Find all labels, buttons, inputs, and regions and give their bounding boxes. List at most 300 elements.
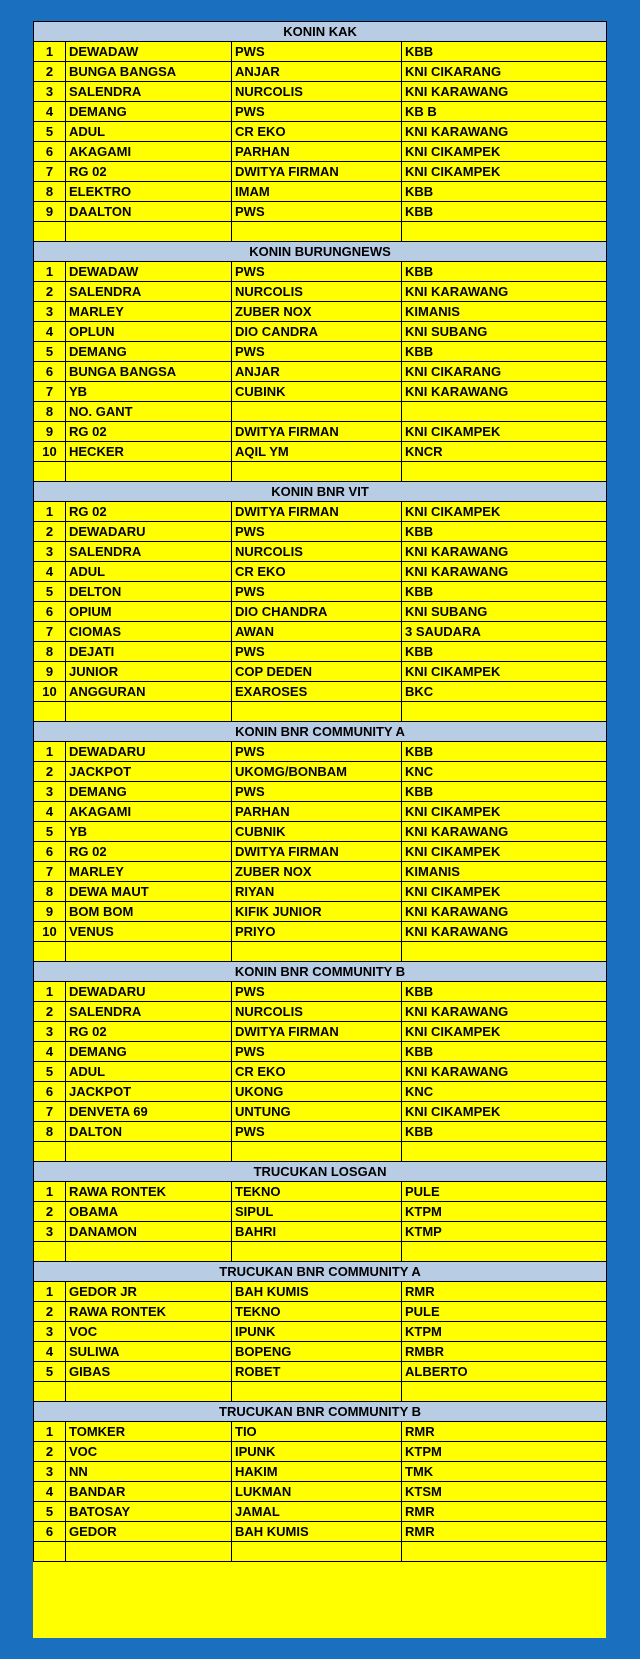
team-cell: RMR: [402, 1282, 607, 1302]
owner-cell: PWS: [232, 642, 402, 662]
table-row: [34, 642, 607, 662]
bird-name-cell: BANDAR: [66, 1482, 232, 1502]
team-cell: KNI CIKAMPEK: [402, 882, 607, 902]
bird-name-cell: ADUL: [66, 122, 232, 142]
team-cell: KBB: [402, 202, 607, 222]
rank-cell: 4: [34, 1342, 66, 1362]
table-row: [34, 402, 607, 422]
owner-cell: NURCOLIS: [232, 282, 402, 302]
bird-name-cell: DEWADAW: [66, 42, 232, 62]
team-cell: KNI CIKAMPEK: [402, 162, 607, 182]
bird-name-cell: DALTON: [66, 1122, 232, 1142]
team-cell: KNI KARAWANG: [402, 562, 607, 582]
team-cell: KNI KARAWANG: [402, 1002, 607, 1022]
rank-cell: 7: [34, 622, 66, 642]
owner-cell: UNTUNG: [232, 1102, 402, 1122]
owner-cell: DWITYA FIRMAN: [232, 1022, 402, 1042]
team-cell: KNC: [402, 1082, 607, 1102]
team-cell: KTPM: [402, 1322, 607, 1342]
owner-cell: ZUBER NOX: [232, 302, 402, 322]
team-cell: KNI KARAWANG: [402, 122, 607, 142]
owner-cell: KIFIK JUNIOR: [232, 902, 402, 922]
table-row: [34, 1202, 607, 1222]
team-cell: KIMANIS: [402, 862, 607, 882]
table-row: [34, 302, 607, 322]
team-cell: KBB: [402, 342, 607, 362]
bird-name-cell: DENVETA 69: [66, 1102, 232, 1122]
owner-cell: AWAN: [232, 622, 402, 642]
empty-cell: [66, 702, 232, 722]
rank-cell: 5: [34, 1062, 66, 1082]
owner-cell: TIO: [232, 1422, 402, 1442]
team-cell: KNI CIKARANG: [402, 62, 607, 82]
empty-cell: [232, 222, 402, 242]
owner-cell: UKONG: [232, 1082, 402, 1102]
team-cell: RMR: [402, 1422, 607, 1442]
team-cell: KNI SUBANG: [402, 602, 607, 622]
rank-cell: 8: [34, 642, 66, 662]
table-row: [34, 382, 607, 402]
bird-name-cell: DEWADARU: [66, 522, 232, 542]
rank-cell: 1: [34, 42, 66, 62]
owner-cell: PWS: [232, 102, 402, 122]
owner-cell: ANJAR: [232, 62, 402, 82]
bird-name-cell: DEMANG: [66, 1042, 232, 1062]
owner-cell: ZUBER NOX: [232, 862, 402, 882]
table-row: [34, 362, 607, 382]
bird-name-cell: VOC: [66, 1322, 232, 1342]
table-row: [34, 542, 607, 562]
owner-cell: PWS: [232, 1122, 402, 1142]
rank-cell: 7: [34, 382, 66, 402]
empty-cell: [66, 1382, 232, 1402]
blank-row: [34, 1542, 607, 1562]
empty-cell: [402, 222, 607, 242]
team-cell: KNI KARAWANG: [402, 542, 607, 562]
team-cell: RMR: [402, 1522, 607, 1542]
section-header: [34, 242, 607, 262]
owner-cell: PWS: [232, 1042, 402, 1062]
empty-cell: [66, 1142, 232, 1162]
section-header: [34, 962, 607, 982]
bird-name-cell: DAALTON: [66, 202, 232, 222]
owner-cell: BAHRI: [232, 1222, 402, 1242]
table-row: [34, 1082, 607, 1102]
owner-cell: CR EKO: [232, 562, 402, 582]
rank-cell: 9: [34, 902, 66, 922]
rank-cell: 6: [34, 842, 66, 862]
table-row: [34, 1062, 607, 1082]
owner-cell: TEKNO: [232, 1182, 402, 1202]
owner-cell: PARHAN: [232, 142, 402, 162]
rank-cell: 2: [34, 282, 66, 302]
empty-cell: [402, 1242, 607, 1262]
table-row: [34, 1322, 607, 1342]
bird-name-cell: DEMANG: [66, 102, 232, 122]
team-cell: KBB: [402, 262, 607, 282]
team-cell: KNI KARAWANG: [402, 922, 607, 942]
team-cell: RMR: [402, 1502, 607, 1522]
rank-cell: 9: [34, 202, 66, 222]
owner-cell: CR EKO: [232, 1062, 402, 1082]
owner-cell: CR EKO: [232, 122, 402, 142]
empty-cell: [232, 462, 402, 482]
table-row: [34, 922, 607, 942]
team-cell: KBB: [402, 42, 607, 62]
section-header: [34, 1402, 607, 1422]
rank-cell: 5: [34, 822, 66, 842]
team-cell: 3 SAUDARA: [402, 622, 607, 642]
bird-name-cell: MARLEY: [66, 302, 232, 322]
owner-cell: SIPUL: [232, 1202, 402, 1222]
team-cell: KNI SUBANG: [402, 322, 607, 342]
bird-name-cell: SALENDRA: [66, 542, 232, 562]
empty-cell: [34, 462, 66, 482]
rank-cell: 3: [34, 82, 66, 102]
bird-name-cell: GIBAS: [66, 1362, 232, 1382]
team-cell: PULE: [402, 1182, 607, 1202]
owner-cell: PRIYO: [232, 922, 402, 942]
owner-cell: ANJAR: [232, 362, 402, 382]
team-cell: KTSM: [402, 1482, 607, 1502]
empty-cell: [402, 1382, 607, 1402]
team-cell: ALBERTO: [402, 1362, 607, 1382]
table-row: [34, 882, 607, 902]
table-row: [34, 742, 607, 762]
table-row: [34, 422, 607, 442]
table-row: [34, 62, 607, 82]
empty-cell: [402, 702, 607, 722]
rank-cell: 3: [34, 1462, 66, 1482]
team-cell: KNI CIKAMPEK: [402, 802, 607, 822]
team-cell: KNI KARAWANG: [402, 282, 607, 302]
rank-cell: 1: [34, 1282, 66, 1302]
owner-cell: NURCOLIS: [232, 542, 402, 562]
team-cell: KNI KARAWANG: [402, 1062, 607, 1082]
team-cell: KNI CIKAMPEK: [402, 662, 607, 682]
bird-name-cell: BATOSAY: [66, 1502, 232, 1522]
team-cell: KNI CIKAMPEK: [402, 502, 607, 522]
rank-cell: 1: [34, 502, 66, 522]
rank-cell: 3: [34, 1322, 66, 1342]
team-cell: KNCR: [402, 442, 607, 462]
owner-cell: TEKNO: [232, 1302, 402, 1322]
blank-row: [34, 702, 607, 722]
rank-cell: 2: [34, 762, 66, 782]
blank-row: [34, 1382, 607, 1402]
blank-row: [34, 1142, 607, 1162]
team-cell: [402, 402, 607, 422]
rank-cell: 3: [34, 1222, 66, 1242]
table-row: [34, 122, 607, 142]
table-row: [34, 162, 607, 182]
rank-cell: 10: [34, 922, 66, 942]
owner-cell: DIO CANDRA: [232, 322, 402, 342]
rank-cell: 6: [34, 362, 66, 382]
bird-name-cell: BUNGA BANGSA: [66, 62, 232, 82]
rank-cell: 9: [34, 422, 66, 442]
results-table: [33, 21, 607, 1562]
owner-cell: BAH KUMIS: [232, 1282, 402, 1302]
rank-cell: 3: [34, 542, 66, 562]
bird-name-cell: JACKPOT: [66, 762, 232, 782]
bird-name-cell: DEWADAW: [66, 262, 232, 282]
table-row: [34, 1222, 607, 1242]
bird-name-cell: RG 02: [66, 422, 232, 442]
owner-cell: DIO CHANDRA: [232, 602, 402, 622]
owner-cell: DWITYA FIRMAN: [232, 502, 402, 522]
rank-cell: 4: [34, 102, 66, 122]
table-row: [34, 802, 607, 822]
table-row: [34, 1442, 607, 1462]
owner-cell: AQIL YM: [232, 442, 402, 462]
section-title: KONIN BNR COMMUNITY B: [34, 962, 607, 982]
empty-cell: [402, 1542, 607, 1562]
empty-cell: [66, 1242, 232, 1262]
rank-cell: 7: [34, 162, 66, 182]
owner-cell: IPUNK: [232, 1322, 402, 1342]
blank-row: [34, 222, 607, 242]
owner-cell: LUKMAN: [232, 1482, 402, 1502]
owner-cell: BAH KUMIS: [232, 1522, 402, 1542]
rank-cell: 8: [34, 182, 66, 202]
owner-cell: DWITYA FIRMAN: [232, 162, 402, 182]
owner-cell: CUBINK: [232, 382, 402, 402]
empty-cell: [34, 1142, 66, 1162]
empty-cell: [232, 942, 402, 962]
bird-name-cell: NN: [66, 1462, 232, 1482]
table-row: [34, 342, 607, 362]
table-row: [34, 562, 607, 582]
rank-cell: 4: [34, 322, 66, 342]
section-header: [34, 1162, 607, 1182]
team-cell: KNI CIKARANG: [402, 362, 607, 382]
owner-cell: PWS: [232, 742, 402, 762]
table-row: [34, 522, 607, 542]
bird-name-cell: NO. GANT: [66, 402, 232, 422]
table-row: [34, 202, 607, 222]
table-row: [34, 102, 607, 122]
bird-name-cell: RAWA RONTEK: [66, 1182, 232, 1202]
team-cell: KNI KARAWANG: [402, 382, 607, 402]
owner-cell: IPUNK: [232, 1442, 402, 1462]
owner-cell: PWS: [232, 342, 402, 362]
bird-name-cell: ADUL: [66, 1062, 232, 1082]
section-title: TRUCUKAN LOSGAN: [34, 1162, 607, 1182]
section-header: [34, 722, 607, 742]
team-cell: KTPM: [402, 1202, 607, 1222]
table-row: [34, 762, 607, 782]
owner-cell: EXAROSES: [232, 682, 402, 702]
owner-cell: HAKIM: [232, 1462, 402, 1482]
table-row: [34, 82, 607, 102]
empty-cell: [66, 462, 232, 482]
team-cell: PULE: [402, 1302, 607, 1322]
team-cell: KTMP: [402, 1222, 607, 1242]
bird-name-cell: DELTON: [66, 582, 232, 602]
owner-cell: DWITYA FIRMAN: [232, 842, 402, 862]
bird-name-cell: OBAMA: [66, 1202, 232, 1222]
rank-cell: 4: [34, 562, 66, 582]
table-row: [34, 582, 607, 602]
section-title: TRUCUKAN BNR COMMUNITY A: [34, 1262, 607, 1282]
bird-name-cell: RG 02: [66, 502, 232, 522]
bird-name-cell: YB: [66, 382, 232, 402]
team-cell: KNI CIKAMPEK: [402, 1022, 607, 1042]
bird-name-cell: AKAGAMI: [66, 802, 232, 822]
rank-cell: 7: [34, 1102, 66, 1122]
bird-name-cell: DEJATI: [66, 642, 232, 662]
owner-cell: PWS: [232, 982, 402, 1002]
table-row: [34, 1482, 607, 1502]
blank-row: [34, 942, 607, 962]
owner-cell: NURCOLIS: [232, 82, 402, 102]
bird-name-cell: AKAGAMI: [66, 142, 232, 162]
section-header: [34, 482, 607, 502]
team-cell: KNI CIKAMPEK: [402, 1102, 607, 1122]
table-row: [34, 1042, 607, 1062]
bird-name-cell: BUNGA BANGSA: [66, 362, 232, 382]
rank-cell: 4: [34, 802, 66, 822]
rank-cell: 1: [34, 1422, 66, 1442]
table-row: [34, 282, 607, 302]
bird-name-cell: TOMKER: [66, 1422, 232, 1442]
bird-name-cell: SALENDRA: [66, 82, 232, 102]
rank-cell: 10: [34, 682, 66, 702]
owner-cell: RIYAN: [232, 882, 402, 902]
table-row: [34, 1282, 607, 1302]
team-cell: KNI KARAWANG: [402, 902, 607, 922]
rank-cell: 8: [34, 882, 66, 902]
rank-cell: 8: [34, 402, 66, 422]
table-row: [34, 442, 607, 462]
team-cell: KBB: [402, 182, 607, 202]
bird-name-cell: GEDOR JR: [66, 1282, 232, 1302]
owner-cell: ROBET: [232, 1362, 402, 1382]
owner-cell: COP DEDEN: [232, 662, 402, 682]
table-row: [34, 1422, 607, 1442]
team-cell: KBB: [402, 782, 607, 802]
rank-cell: 4: [34, 1482, 66, 1502]
bird-name-cell: JACKPOT: [66, 1082, 232, 1102]
table-row: [34, 182, 607, 202]
team-cell: KBB: [402, 982, 607, 1002]
table-row: [34, 1002, 607, 1022]
table-row: [34, 1342, 607, 1362]
table-row: [34, 682, 607, 702]
table-row: [34, 602, 607, 622]
bird-name-cell: ELEKTRO: [66, 182, 232, 202]
empty-cell: [402, 942, 607, 962]
empty-cell: [232, 1542, 402, 1562]
table-row: [34, 1522, 607, 1542]
team-cell: KNI CIKAMPEK: [402, 422, 607, 442]
empty-cell: [34, 1242, 66, 1262]
rank-cell: 6: [34, 602, 66, 622]
table-row: [34, 782, 607, 802]
team-cell: KNI CIKAMPEK: [402, 142, 607, 162]
empty-cell: [34, 702, 66, 722]
team-cell: KNI KARAWANG: [402, 82, 607, 102]
bird-name-cell: HECKER: [66, 442, 232, 462]
rank-cell: 6: [34, 1082, 66, 1102]
owner-cell: BOPENG: [232, 1342, 402, 1362]
owner-cell: IMAM: [232, 182, 402, 202]
results-sheet: [33, 21, 606, 1638]
rank-cell: 5: [34, 122, 66, 142]
blank-row: [34, 462, 607, 482]
empty-cell: [34, 222, 66, 242]
owner-cell: JAMAL: [232, 1502, 402, 1522]
empty-cell: [232, 1382, 402, 1402]
rank-cell: 5: [34, 582, 66, 602]
table-row: [34, 142, 607, 162]
bird-name-cell: SULIWA: [66, 1342, 232, 1362]
team-cell: KNC: [402, 762, 607, 782]
bird-name-cell: VOC: [66, 1442, 232, 1462]
team-cell: KNI CIKAMPEK: [402, 842, 607, 862]
empty-cell: [402, 462, 607, 482]
empty-cell: [34, 1542, 66, 1562]
rank-cell: 2: [34, 1202, 66, 1222]
empty-cell: [232, 1242, 402, 1262]
table-row: [34, 842, 607, 862]
table-row: [34, 902, 607, 922]
team-cell: TMK: [402, 1462, 607, 1482]
bird-name-cell: DEMANG: [66, 342, 232, 362]
team-cell: KBB: [402, 1122, 607, 1142]
table-row: [34, 42, 607, 62]
team-cell: KBB: [402, 642, 607, 662]
section-title: KONIN BNR COMMUNITY A: [34, 722, 607, 742]
team-cell: KBB: [402, 742, 607, 762]
section-title: KONIN BNR VIT: [34, 482, 607, 502]
owner-cell: UKOMG/BONBAM: [232, 762, 402, 782]
bird-name-cell: SALENDRA: [66, 282, 232, 302]
owner-cell: PWS: [232, 582, 402, 602]
bird-name-cell: DEMANG: [66, 782, 232, 802]
bird-name-cell: CIOMAS: [66, 622, 232, 642]
team-cell: KBB: [402, 1042, 607, 1062]
rank-cell: 1: [34, 982, 66, 1002]
rank-cell: 8: [34, 1122, 66, 1142]
bird-name-cell: GEDOR: [66, 1522, 232, 1542]
rank-cell: 6: [34, 1522, 66, 1542]
rank-cell: 1: [34, 1182, 66, 1202]
empty-cell: [34, 942, 66, 962]
rank-cell: 5: [34, 342, 66, 362]
owner-cell: PWS: [232, 782, 402, 802]
empty-cell: [34, 1382, 66, 1402]
section-header: [34, 1262, 607, 1282]
table-row: [34, 822, 607, 842]
rank-cell: 2: [34, 522, 66, 542]
bird-name-cell: JUNIOR: [66, 662, 232, 682]
rank-cell: 2: [34, 62, 66, 82]
rank-cell: 2: [34, 1002, 66, 1022]
bird-name-cell: RAWA RONTEK: [66, 1302, 232, 1322]
bird-name-cell: SALENDRA: [66, 1002, 232, 1022]
owner-cell: NURCOLIS: [232, 1002, 402, 1022]
table-row: [34, 1362, 607, 1382]
section-title: KONIN BURUNGNEWS: [34, 242, 607, 262]
owner-cell: PWS: [232, 202, 402, 222]
rank-cell: 3: [34, 1022, 66, 1042]
table-row: [34, 322, 607, 342]
section-title: TRUCUKAN BNR COMMUNITY B: [34, 1402, 607, 1422]
empty-cell: [232, 1142, 402, 1162]
empty-cell: [402, 1142, 607, 1162]
